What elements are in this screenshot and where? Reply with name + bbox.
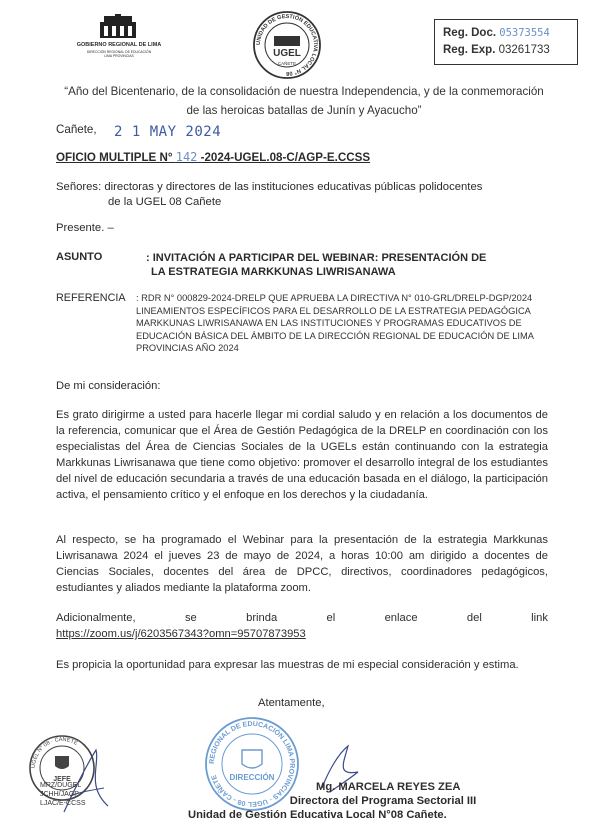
reference-initials: MRZ/DUGEL JCHH/JAGP LJAC/E-CCSS (40, 782, 86, 807)
svg-text:UNIDAD DE GESTIÓN EDUCATIVA LO: UNIDAD DE GESTIÓN EDUCATIVA LOCAL N° 08 (255, 13, 319, 77)
zoom-link[interactable]: https://zoom.us/j/6203567343?omn=95707873953 (56, 628, 306, 640)
building-icon (98, 14, 138, 40)
reg-doc: Reg. Doc. 05373554 (443, 27, 550, 39)
signer-name: Mg. MARCELA REYES ZEA (316, 781, 461, 793)
body-paragraph-4: Es propicia la oportunidad para expresar las muestras de mi especial consideración y estima. (56, 659, 519, 671)
body-paragraph-3: Adicionalmente, se brinda el enlace del link https://zoom.us/j/6203567343?omn=95707873953 (56, 612, 548, 640)
reg-exp: Reg. Exp. 03261733 (443, 44, 550, 56)
body-paragraph-2: Al respecto, se ha programado el Webinar para la presentación de la estrategia Markkunas Liwrisanawa 2024 el jueves 23 de mayo de 2024, a horas 10:00 am dirigido a docentes de Ciencias Sociales, docentes del área de DPCC, directivos, coordinadores pedagógicos, estudiantes y aliados mediante la plataforma zoom. (56, 534, 548, 594)
svg-text:UGEL N° 08 · CAÑETE: UGEL N° 08 · CAÑETE (30, 736, 79, 769)
farewell: Atentamente, (258, 697, 325, 709)
svg-text:DIRECCIÓN: DIRECCIÓN (229, 773, 275, 782)
svg-text:REGIONAL DE EDUCACIÓN LIMA PRO: REGIONAL DE EDUCACIÓN LIMA PROVINCIAS · UGEL 08 - CAÑETE (208, 720, 296, 808)
referencia-label: REFERENCIA (56, 292, 126, 304)
logo-subtitle: DIRECCIÓN REGIONAL DE EDUCACIÓN LIMA PROVINCIAS (86, 50, 152, 58)
logo-title: GOBIERNO REGIONAL DE LIMA (76, 42, 162, 48)
ugel-logo (252, 10, 322, 80)
signer-title: Directora del Programa Sectorial III (289, 795, 477, 807)
referencia-text: : RDR N° 000829-2024-DRELP QUE APRUEBA LA DIRECTIVA N° 010-GRL/DRELP-DGP/2024 LINEAMIENTOS ESPECÍFICOS PARA EL DESARROLLO DE LA ESTRATEGIA PEDAGÓGICA MARKKUNAS LIWRISANAWA EN LAS INSTITUCIONES Y PROGRAMAS EDUCATIVOS DE EDUCACIÓN BÁSICA DEL ÁMBITO DE LA DIRECCIÓN REGIONAL DE EDUCACIÓN DE LIMA PROVINCIAS AÑO 2024 (136, 293, 534, 354)
svg-text:JEFE: JEFE (53, 776, 71, 783)
asunto-text: : INVITACIÓN A PARTICIPAR DEL WEBINAR: PRESENTACIÓN DE LA ESTRATEGIA MARKKUNAS LIWRISANAWA (146, 252, 487, 278)
date-stamp: 2 1 MAY 2024 (114, 124, 222, 140)
recipients: Señores: directoras y directores de las instituciones educativas públicas polidocentes de la UGEL 08 Cañete (56, 181, 483, 208)
place: Cañete, (56, 123, 97, 136)
svg-text:CAÑETE: CAÑETE (277, 61, 297, 66)
asunto-label: ASUNTO (56, 251, 103, 263)
salutation: Presente. – (56, 222, 114, 234)
oficio-number: OFICIO MULTIPLE N° 142 -2024-UGEL.08-C/AGP-E.CCSS (56, 150, 371, 164)
gobierno-regional-logo (76, 14, 162, 62)
greeting: De mi consideración: (56, 380, 161, 392)
year-motto: “Año del Bicentenario, de la consolidación de nuestra Independencia, y de la conmemoración de las heroicas batallas de Junín y Ayacucho” (64, 85, 544, 117)
body-paragraph-1: Es grato dirigirme a usted para hacerle llegar mi cordial saludo y en relación a los documentos de la referencia, comunicar que el Área de Gestión Pedagógica de la DRELP en coordinación con los especialistas del Área de Ciencias Sociales de la UGELs están continuando con la estrategia Markkunas Liwrisanawa que tiene como objetivo: promover el desarrollo integral de los estudiantes del nivel de educación secundaria a través de una educación basada en el diálogo, la participación activa, el pensamiento crítico y el enfoque en los derechos y la ciudadanía. (56, 409, 548, 501)
signer-unit: Unidad de Gestión Educativa Local N°08 Cañete. (188, 809, 447, 821)
svg-text:UGEL: UGEL (273, 48, 301, 59)
registry-box (434, 19, 578, 65)
